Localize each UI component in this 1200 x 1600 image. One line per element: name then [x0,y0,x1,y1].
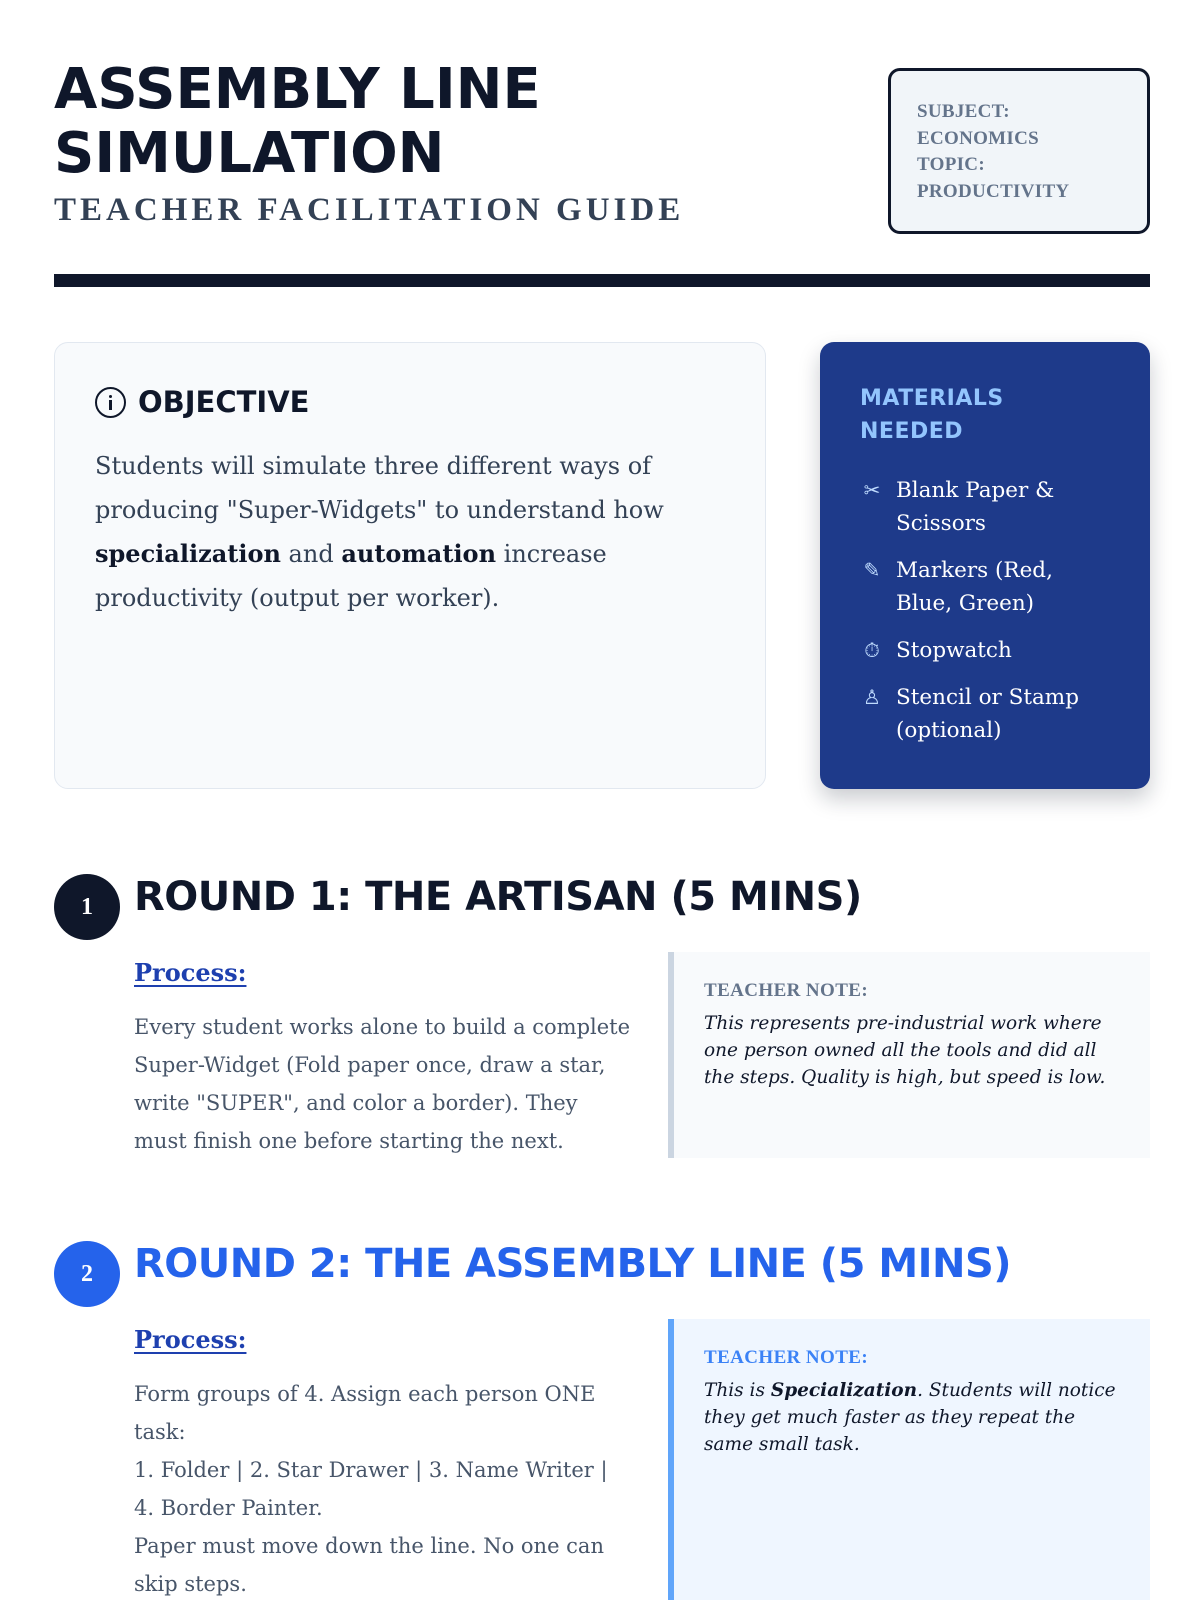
materials-item [860,681,1114,747]
subject-topic-box [888,68,1150,234]
process-line: Paper must move down the line. No one can skip steps. [134,1534,604,1596]
scissors-icon: ✂ [863,478,881,502]
materials-item [860,634,1114,667]
objective-text [95,445,725,620]
process-line: 1. Folder | 2. Star Drawer | 3. Name Writer | 4. Border Painter. [134,1458,608,1520]
title-line-1: ASSEMBLY LINE [54,57,541,122]
round-number-badge: 2 [54,1241,120,1307]
objective-text-part: increase productivity (output per worker). [95,540,607,612]
materials-item-label: Stencil or Stamp (optional) [896,685,1079,743]
round-title: ROUND 1: THE ARTISAN (5 MINS) [134,874,862,920]
teacher-note-text: This represents pre-industrial work where one person owned all the tools and did all the steps. Quality is high, but speed is low. [704,1013,1106,1088]
materials-item-label: Blank Paper & Scissors [896,478,1055,536]
round-title: ROUND 2: THE ASSEMBLY LINE (5 MINS) [134,1241,1012,1287]
process-line: Form groups of 4. Assign each person ONE task: [134,1382,596,1444]
materials-heading: MATERIALS NEEDED [860,386,1004,444]
materials-item [860,554,1114,620]
stopwatch-icon: ⏱ [864,638,880,662]
subject-value: ECONOMICS [917,127,1039,149]
objective-card [54,342,766,789]
subject-label: SUBJECT: [917,101,1010,122]
process-text [134,1375,624,1600]
objective-bold-specialization: specialization [95,539,281,568]
objective-header [95,385,725,419]
objective-heading: OBJECTIVE [138,385,310,419]
materials-card [820,342,1150,789]
process-text: Every student works alone to build a complete Super-Widget (Fold paper once, draw a star, write "SUPER", and color a border). They must finish one before starting the next. [134,1015,631,1153]
teacher-note-heading: TEACHER NOTE: [704,980,869,1001]
page-title [54,58,774,186]
round-number-badge: 1 [54,874,120,940]
topic-label: TOPIC: [917,154,985,175]
teacher-note-heading: TEACHER NOTE: [704,1347,869,1368]
materials-item-label: Stopwatch [896,638,1012,663]
header-divider [54,274,1150,287]
process-heading: Process: [134,958,247,987]
title-line-2: SIMULATION [54,121,445,186]
topic-value: PRODUCTIVITY [917,180,1070,202]
teacher-note [668,1319,1150,1600]
teacher-note-text-part: . Students will notice they get much faster as they repeat the same small task. [704,1380,1116,1455]
marker-icon: ✎ [863,558,881,582]
stamp-icon: ♙ [863,685,881,709]
teacher-note-bold-specialization: Specialization [770,1380,918,1401]
objective-bold-automation: automation [341,539,497,568]
objective-text-part: and [280,540,342,568]
teacher-note-text [704,1377,1120,1458]
materials-item [860,474,1114,540]
info-icon [95,387,126,418]
page-subtitle: TEACHER FACILITATION GUIDE [54,192,685,228]
process-heading: Process: [134,1325,247,1354]
teacher-note [668,952,1150,1158]
materials-item-label: Markers (Red, Blue, Green) [896,558,1053,616]
objective-text-part: Students will simulate three different ways of producing "Super-Widgets" to understand how [95,452,664,524]
teacher-note-text-part: This is [704,1380,771,1401]
